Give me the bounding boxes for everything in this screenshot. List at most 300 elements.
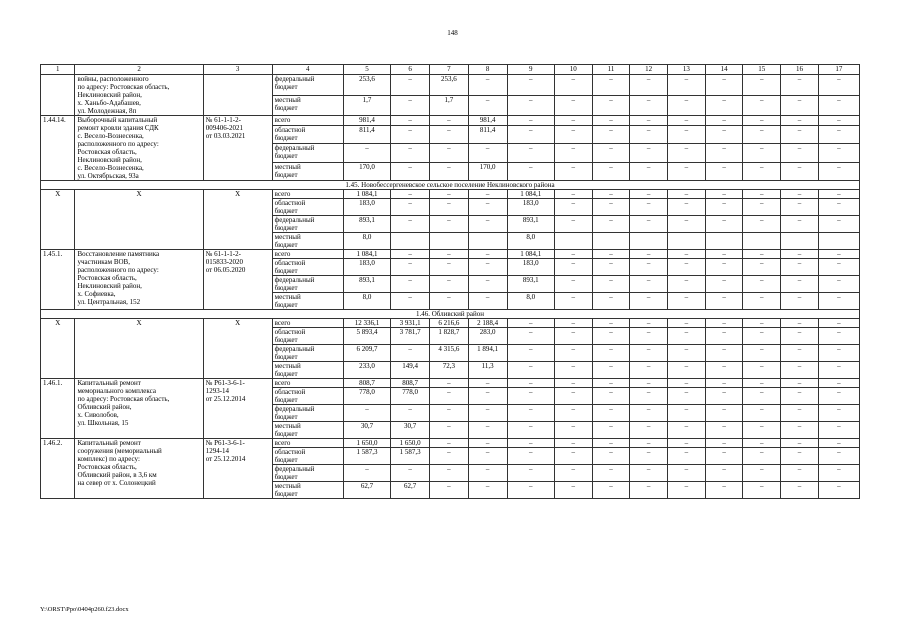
table-cell: – — [668, 439, 706, 448]
header-cell: 1 — [41, 65, 75, 75]
table-cell: – — [668, 319, 706, 328]
table-cell: – — [781, 162, 819, 180]
table-cell: – — [630, 405, 668, 422]
section-heading: 1.46. Обливский район — [41, 310, 860, 319]
header-cell: 17 — [818, 65, 859, 75]
table-cell: – — [592, 144, 630, 162]
table-cell: – — [743, 95, 781, 116]
table-cell: – — [343, 465, 390, 482]
table-cell: – — [630, 190, 668, 199]
section-heading: 1.45. Новобессергеневское сельское поселение Неклиновского района — [41, 181, 860, 190]
table-cell: – — [554, 116, 592, 126]
section-heading-row — [41, 310, 860, 319]
table-cell: – — [705, 388, 743, 405]
table-cell: – — [818, 95, 859, 116]
table-cell: – — [781, 276, 819, 293]
header-cell: 9 — [507, 65, 554, 75]
table-cell: – — [429, 125, 468, 143]
table-cell: – — [554, 345, 592, 362]
table-cell: – — [818, 379, 859, 388]
table-cell: – — [705, 328, 743, 345]
table-cell: – — [781, 216, 819, 233]
table-cell: всего — [272, 116, 343, 126]
table-cell: – — [818, 482, 859, 499]
table-cell: – — [781, 319, 819, 328]
table-cell: – — [743, 328, 781, 345]
table-cell: – — [781, 190, 819, 199]
table-cell: – — [630, 388, 668, 405]
table-cell: – — [630, 465, 668, 482]
table-cell: – — [429, 465, 468, 482]
table-cell: 72,3 — [429, 362, 468, 379]
table-cell: 253,6 — [343, 75, 390, 96]
table-cell — [554, 233, 592, 250]
table-row — [41, 439, 860, 448]
table-cell: – — [668, 190, 706, 199]
table-cell: – — [818, 328, 859, 345]
table-cell: – — [818, 439, 859, 448]
table-cell: – — [630, 250, 668, 259]
table-cell: – — [818, 144, 859, 162]
table-cell: 2 188,4 — [468, 319, 507, 328]
table-cell: – — [668, 250, 706, 259]
table-cell: – — [630, 95, 668, 116]
table-cell: – — [592, 362, 630, 379]
table-cell: – — [554, 75, 592, 96]
table-cell: – — [592, 125, 630, 143]
table-cell: – — [743, 293, 781, 310]
header-cell: 2 — [75, 65, 203, 75]
table-cell: Х — [41, 190, 75, 250]
header-cell: 10 — [554, 65, 592, 75]
table-cell: Восстановление памятника участникам ВОВ, расположенного по адресу: Ростовская область, Неклиновский район, х. Софиевка, ул. Центральная, 152 — [75, 250, 203, 310]
table-cell — [781, 233, 819, 250]
table-cell: – — [391, 190, 430, 199]
table-cell: федеральный бюджет — [272, 144, 343, 162]
table-cell: 1,7 — [429, 95, 468, 116]
table-cell: – — [705, 422, 743, 439]
table-cell: – — [507, 345, 554, 362]
table-cell: – — [429, 388, 468, 405]
table-cell: – — [743, 199, 781, 216]
table-cell: – — [630, 75, 668, 96]
table-cell: – — [554, 319, 592, 328]
table-cell: – — [705, 116, 743, 126]
table-cell: областной бюджет — [272, 328, 343, 345]
table-cell: – — [743, 482, 781, 499]
table-cell: – — [468, 439, 507, 448]
table-cell: – — [743, 162, 781, 180]
table-cell: – — [554, 199, 592, 216]
table-row — [41, 75, 860, 96]
table-cell: – — [468, 379, 507, 388]
table-cell: 1.45.1. — [41, 250, 75, 310]
table-cell: – — [391, 162, 430, 180]
table-cell: 893,1 — [507, 276, 554, 293]
table-cell: – — [468, 250, 507, 259]
table-cell: – — [429, 250, 468, 259]
table-cell: – — [592, 190, 630, 199]
table-cell: – — [668, 95, 706, 116]
table-cell: – — [507, 422, 554, 439]
table-cell: – — [507, 362, 554, 379]
table-cell: – — [743, 405, 781, 422]
table-cell: местный бюджет — [272, 482, 343, 499]
table-cell: Капитальный ремонт сооружения (мемориальный комплекс) по адресу: Ростовская область, Обливский район, в 3,6 км на север от х. Солонецкий — [75, 439, 203, 499]
table-cell: – — [743, 144, 781, 162]
table-cell: – — [630, 328, 668, 345]
table-cell: 1 650,0 — [343, 439, 390, 448]
table-cell: местный бюджет — [272, 293, 343, 310]
table-cell: – — [592, 405, 630, 422]
table-cell: – — [507, 144, 554, 162]
table-cell: – — [705, 482, 743, 499]
table-cell: – — [391, 405, 430, 422]
table-cell — [468, 233, 507, 250]
table-cell: областной бюджет — [272, 199, 343, 216]
table-cell: – — [743, 250, 781, 259]
table-cell: – — [818, 448, 859, 465]
table-cell: 12 336,1 — [343, 319, 390, 328]
table-cell: – — [592, 293, 630, 310]
table-cell: – — [592, 199, 630, 216]
table-cell: – — [818, 250, 859, 259]
table-cell: – — [630, 116, 668, 126]
footer-file-path: Y:\ORST\Ppo\0404p260.f23.docx — [40, 606, 129, 613]
table-cell: – — [592, 250, 630, 259]
table-cell: – — [818, 362, 859, 379]
table-cell: федеральный бюджет — [272, 465, 343, 482]
table-cell: – — [743, 259, 781, 276]
table-cell: 1 084,1 — [343, 250, 390, 259]
table-cell — [743, 233, 781, 250]
table-cell: – — [468, 216, 507, 233]
table-cell: 233,0 — [343, 362, 390, 379]
table-cell — [41, 75, 75, 116]
table-cell: – — [429, 190, 468, 199]
table-cell: – — [554, 422, 592, 439]
table-cell: федеральный бюджет — [272, 276, 343, 293]
header-cell: 15 — [743, 65, 781, 75]
table-cell: – — [554, 405, 592, 422]
table-cell: – — [554, 362, 592, 379]
table-cell: – — [630, 162, 668, 180]
table-cell: – — [391, 250, 430, 259]
table-cell: Выборочный капитальный ремонт кровли здания СДК с. Весело-Вознесенка, расположенного по адресу: Ростовская область, Неклиновский район, с. Весело-Вознесенка, ул. Октябрьская, 93а — [75, 116, 203, 181]
table-cell: – — [391, 465, 430, 482]
table-cell: – — [507, 95, 554, 116]
table-cell: областной бюджет — [272, 388, 343, 405]
table-cell: – — [468, 388, 507, 405]
table-cell: – — [391, 345, 430, 362]
table-cell: – — [668, 328, 706, 345]
table-cell: – — [468, 465, 507, 482]
table-cell: – — [630, 216, 668, 233]
table-cell: 1 650,0 — [391, 439, 430, 448]
table-cell: – — [554, 144, 592, 162]
table-cell: 30,7 — [343, 422, 390, 439]
table-cell: – — [391, 144, 430, 162]
table-cell: – — [781, 405, 819, 422]
table-cell: 8,0 — [507, 293, 554, 310]
table-cell: – — [668, 405, 706, 422]
table-cell: – — [630, 345, 668, 362]
table-row — [41, 250, 860, 259]
table-cell: – — [554, 259, 592, 276]
table-cell: – — [554, 465, 592, 482]
table-row — [41, 379, 860, 388]
table-cell: 808,7 — [391, 379, 430, 388]
table-cell: 4 315,6 — [429, 345, 468, 362]
table-cell: местный бюджет — [272, 162, 343, 180]
table-cell: – — [818, 465, 859, 482]
table-cell: – — [554, 125, 592, 143]
table-cell: – — [630, 448, 668, 465]
table-cell: 1,7 — [343, 95, 390, 116]
table-cell: – — [429, 116, 468, 126]
table-cell: всего — [272, 190, 343, 199]
table-cell: 183,0 — [343, 199, 390, 216]
table-cell: – — [630, 319, 668, 328]
table-cell: – — [705, 465, 743, 482]
table-cell: – — [781, 448, 819, 465]
table-cell: – — [781, 465, 819, 482]
table-cell: – — [429, 422, 468, 439]
table-cell: 1.46.2. — [41, 439, 75, 499]
table-cell: – — [705, 75, 743, 96]
table-cell: – — [668, 144, 706, 162]
table-cell: всего — [272, 250, 343, 259]
table-row — [41, 190, 860, 199]
table-cell: областной бюджет — [272, 259, 343, 276]
table-row — [41, 319, 860, 328]
table-cell: 1 084,1 — [507, 250, 554, 259]
table-cell: 5 893,4 — [343, 328, 390, 345]
table-cell: – — [429, 448, 468, 465]
table-cell: федеральный бюджет — [272, 216, 343, 233]
table-cell: – — [818, 405, 859, 422]
table-cell: федеральный бюджет — [272, 405, 343, 422]
table-cell: – — [818, 190, 859, 199]
header-cell: 14 — [705, 65, 743, 75]
table-cell: 1 084,1 — [507, 190, 554, 199]
page-number: 148 — [447, 29, 458, 37]
table-cell: 1 828,7 — [429, 328, 468, 345]
table-cell: – — [781, 293, 819, 310]
table-cell: – — [781, 439, 819, 448]
table-cell: 893,1 — [343, 216, 390, 233]
table-cell: – — [592, 448, 630, 465]
table-cell: – — [818, 116, 859, 126]
table-cell: – — [668, 276, 706, 293]
table-cell: – — [743, 319, 781, 328]
table-cell: – — [781, 95, 819, 116]
table-cell: областной бюджет — [272, 448, 343, 465]
table-cell: – — [818, 388, 859, 405]
table-cell: – — [668, 216, 706, 233]
table-cell: – — [668, 162, 706, 180]
table-cell: – — [668, 116, 706, 126]
table-cell: – — [743, 439, 781, 448]
table-cell: – — [630, 276, 668, 293]
table-cell: – — [668, 482, 706, 499]
table-cell: 149,4 — [391, 362, 430, 379]
table-cell: – — [781, 259, 819, 276]
table-cell: – — [668, 345, 706, 362]
table-cell: – — [781, 362, 819, 379]
table-cell: – — [630, 199, 668, 216]
table-cell: 811,4 — [343, 125, 390, 143]
table-cell: – — [818, 199, 859, 216]
table-cell: – — [554, 482, 592, 499]
table-cell: 1 894,1 — [468, 345, 507, 362]
table-cell: 283,0 — [468, 328, 507, 345]
header-cell: 6 — [391, 65, 430, 75]
table-cell: – — [468, 259, 507, 276]
table-cell: Х — [41, 319, 75, 379]
header-cell: 12 — [630, 65, 668, 75]
table-cell: – — [705, 293, 743, 310]
table-cell: – — [781, 482, 819, 499]
table-cell — [391, 233, 430, 250]
section-heading-row — [41, 181, 860, 190]
table-cell: – — [781, 379, 819, 388]
table-cell: – — [818, 216, 859, 233]
table-cell: – — [705, 125, 743, 143]
budget-table — [40, 64, 860, 499]
table-cell: – — [468, 293, 507, 310]
table-cell: – — [668, 388, 706, 405]
table-cell: – — [592, 328, 630, 345]
table-cell: федеральный бюджет — [272, 345, 343, 362]
table-cell: 808,7 — [343, 379, 390, 388]
table-cell: – — [468, 199, 507, 216]
table-cell: – — [429, 276, 468, 293]
table-cell: 62,7 — [343, 482, 390, 499]
table-cell: 778,0 — [391, 388, 430, 405]
table-cell: – — [818, 319, 859, 328]
header-cell: 3 — [203, 65, 272, 75]
table-cell: – — [668, 259, 706, 276]
table-cell: 8,0 — [343, 293, 390, 310]
table-cell: – — [343, 144, 390, 162]
table-cell: – — [705, 362, 743, 379]
table-header-row — [41, 65, 860, 75]
table-cell: 8,0 — [507, 233, 554, 250]
table-cell: – — [391, 216, 430, 233]
table-cell: – — [743, 276, 781, 293]
table-cell: – — [705, 276, 743, 293]
table-cell: – — [781, 125, 819, 143]
table-cell: – — [429, 293, 468, 310]
table-cell: – — [705, 259, 743, 276]
table-cell: – — [630, 362, 668, 379]
table-cell: – — [429, 379, 468, 388]
table-cell: – — [429, 405, 468, 422]
table-cell: – — [743, 379, 781, 388]
table-cell: – — [781, 144, 819, 162]
table-cell: – — [507, 405, 554, 422]
table-cell: – — [592, 116, 630, 126]
table-cell: – — [507, 388, 554, 405]
table-cell: 893,1 — [507, 216, 554, 233]
table-cell: 62,7 — [391, 482, 430, 499]
table-cell: – — [507, 465, 554, 482]
table-cell — [705, 233, 743, 250]
table-cell: 811,4 — [468, 125, 507, 143]
table-cell: Х — [203, 319, 272, 379]
table-cell: № 61-1-1-2- 015833-2020 от 06.05.2020 — [203, 250, 272, 310]
header-cell: 11 — [592, 65, 630, 75]
table-cell: – — [507, 482, 554, 499]
table-cell: – — [743, 465, 781, 482]
header-cell: 16 — [781, 65, 819, 75]
table-cell: – — [818, 259, 859, 276]
table-cell: – — [554, 448, 592, 465]
table-cell: 170,0 — [468, 162, 507, 180]
table-cell: 8,0 — [343, 233, 390, 250]
table-cell: – — [818, 293, 859, 310]
table-cell — [592, 233, 630, 250]
table-cell: местный бюджет — [272, 422, 343, 439]
table-cell: – — [391, 95, 430, 116]
table-cell: – — [705, 250, 743, 259]
table-cell: – — [592, 216, 630, 233]
table-cell: – — [468, 422, 507, 439]
table-cell: – — [781, 250, 819, 259]
table-cell: – — [781, 75, 819, 96]
table-cell: – — [668, 422, 706, 439]
table-cell: № 61-1-1-2- 009406-2021 от 03.03.2021 — [203, 116, 272, 181]
table-cell: 183,0 — [507, 259, 554, 276]
table-cell — [429, 233, 468, 250]
table-cell: – — [781, 422, 819, 439]
table-cell — [630, 233, 668, 250]
table-cell: № Р61-3-6-1- 1294-14 от 25.12.2014 — [203, 439, 272, 499]
table-cell: – — [592, 379, 630, 388]
table-cell: – — [507, 116, 554, 126]
table-cell: – — [592, 345, 630, 362]
table-cell: 183,0 — [343, 259, 390, 276]
table-cell: – — [468, 144, 507, 162]
table-cell: – — [507, 439, 554, 448]
table-cell: – — [468, 482, 507, 499]
table-cell: – — [781, 388, 819, 405]
table-cell: местный бюджет — [272, 362, 343, 379]
table-cell: – — [507, 125, 554, 143]
table-cell: – — [743, 448, 781, 465]
table-cell: – — [781, 345, 819, 362]
table-cell: – — [391, 75, 430, 96]
table-cell: – — [668, 465, 706, 482]
table-cell: – — [592, 388, 630, 405]
table-cell: местный бюджет — [272, 233, 343, 250]
header-cell: 5 — [343, 65, 390, 75]
table-cell: – — [429, 162, 468, 180]
table-cell: всего — [272, 379, 343, 388]
table-cell: № Р61-3-6-1- 1293-14 от 25.12.2014 — [203, 379, 272, 439]
table-cell: – — [391, 116, 430, 126]
table-cell: – — [705, 95, 743, 116]
table-cell: – — [391, 125, 430, 143]
table-cell: 253,6 — [429, 75, 468, 96]
table-cell: 1 587,3 — [391, 448, 430, 465]
table-cell: – — [818, 276, 859, 293]
table-cell: – — [630, 379, 668, 388]
table-cell: 981,4 — [468, 116, 507, 126]
table-cell: – — [668, 293, 706, 310]
table-cell: – — [554, 439, 592, 448]
